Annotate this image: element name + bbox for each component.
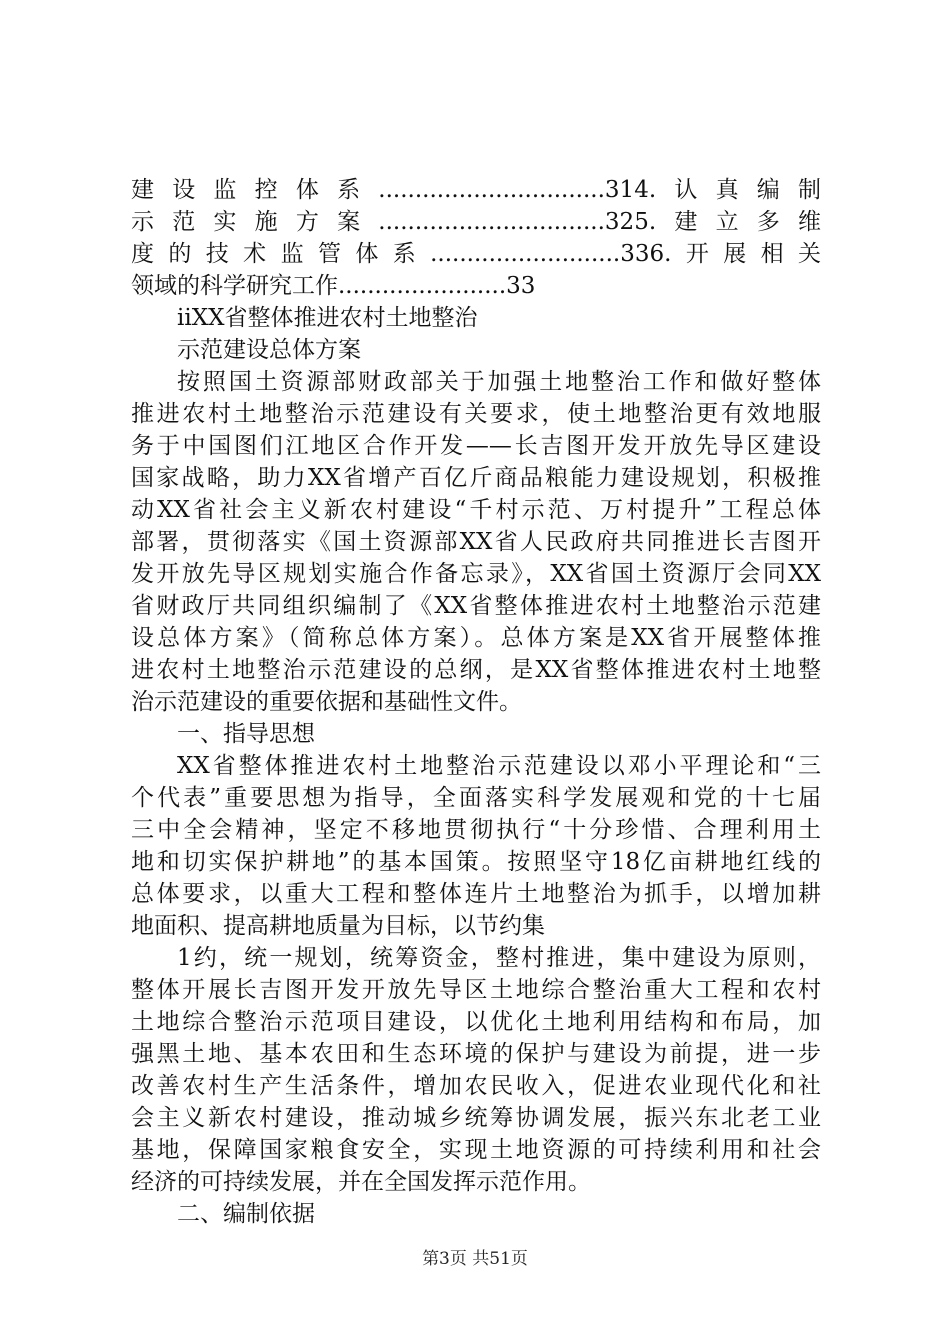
paragraph-line: 部署，贯彻落实《国土资源部XX省人民政府共同推进长吉图开 — [131, 529, 821, 555]
page-footer: 第3页 共51页 — [422, 1249, 528, 1269]
toc-line: 领域的科学研究工作.......................33 — [131, 273, 536, 299]
doc-title-line: iiXX省整体推进农村土地整治 — [177, 305, 478, 331]
paragraph-line: 动XX省社会主义新农村建设“千村示范、万村提升”工程总体 — [131, 497, 821, 523]
paragraph-line: 按照国土资源部财政部关于加强土地整治工作和做好整体 — [177, 369, 821, 395]
paragraph-line: 个代表”重要思想为指导，全面落实科学发展观和党的十七届 — [131, 785, 821, 811]
paragraph-line: 会主义新农村建设，推动城乡统筹协调发展，振兴东北老工业 — [131, 1105, 821, 1131]
paragraph-line: 省财政厅共同组织编制了《XX省整体推进农村土地整治示范建 — [131, 593, 821, 619]
paragraph-line: XX省整体推进农村土地整治示范建设以邓小平理论和“三 — [177, 753, 821, 779]
toc-line: 建设监控体系...............................314.认真编制 — [131, 177, 821, 203]
toc-line: 示范实施方案...............................325.建立多维 — [131, 209, 821, 235]
paragraph-line: 国家战略，助力XX省增产百亿斤商品粮能力建设规划，积极推 — [131, 465, 821, 491]
paragraph-line: 总体要求，以重大工程和整体连片土地整治为抓手，以增加耕 — [131, 881, 821, 907]
paragraph-line: 推进农村土地整治示范建设有关要求，使土地整治更有效地服 — [131, 401, 821, 427]
document-body — [131, 174, 821, 1230]
section-heading: 二、编制依据 — [177, 1201, 315, 1227]
paragraph-line: 强黑土地、基本农田和生态环境的保护与建设为前提，进一步 — [131, 1041, 821, 1067]
paragraph-line: 进农村土地整治示范建设的总纲，是XX省整体推进农村土地整 — [131, 657, 821, 683]
paragraph-line: 基地，保障国家粮食安全，实现土地资源的可持续利用和社会 — [131, 1137, 821, 1163]
paragraph-line: 土地综合整治示范项目建设，以优化土地利用结构和布局，加 — [131, 1009, 821, 1035]
paragraph-line: 三中全会精神，坚定不移地贯彻执行“十分珍惜、合理利用土 — [131, 817, 821, 843]
paragraph-line: 整体开展长吉图开发开放先导区土地综合整治重大工程和农村 — [131, 977, 821, 1003]
paragraph-line: 治示范建设的重要依据和基础性文件。 — [131, 689, 522, 715]
paragraph-line: 改善农村生产生活条件，增加农民收入，促进农业现代化和社 — [131, 1073, 821, 1099]
paragraph-line: 经济的可持续发展，并在全国发挥示范作用。 — [131, 1169, 591, 1195]
paragraph-line: 1约，统一规划，统筹资金，整村推进，集中建设为原则， — [177, 945, 821, 971]
paragraph-line: 发开放先导区规划实施合作备忘录》，XX省国土资源厅会同XX — [131, 561, 821, 587]
toc-line: 度的技术监管体系..........................336.开展相关 — [131, 241, 821, 267]
doc-title-line: 示范建设总体方案 — [177, 337, 361, 363]
paragraph-line: 地面积、提高耕地质量为目标，以节约集 — [131, 913, 545, 939]
paragraph-line: 务于中国图们江地区合作开发——长吉图开发开放先导区建设 — [131, 433, 821, 459]
section-heading: 一、指导思想 — [177, 721, 315, 747]
paragraph-line: 设总体方案》（简称总体方案）。总体方案是XX省开展整体推 — [131, 625, 821, 651]
paragraph-line: 地和切实保护耕地”的基本国策。按照坚守18亿亩耕地红线的 — [131, 849, 821, 875]
